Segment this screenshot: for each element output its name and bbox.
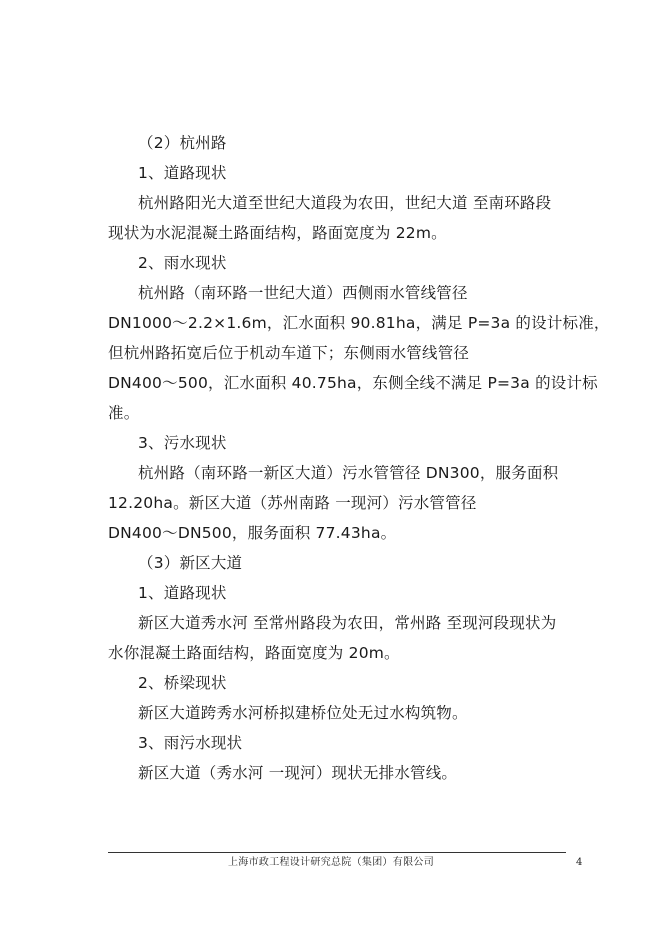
footer-company-name: 上海市政工程设计研究总院（集团）有限公司 [228, 857, 434, 868]
subheading-road-status: 1、道路现状 [138, 584, 227, 602]
paragraph-line: 新区大道秀水河 至常州路段为农田，常州路 至现河段现状为 [138, 614, 557, 632]
paragraph-line: DN400～500，汇水面积 40.75ha，东侧全线不满足 P=3a 的设计标 [108, 374, 598, 392]
subheading-rain-sewage-status: 3、雨污水现状 [138, 734, 243, 752]
paragraph-line: 现状为水泥混凝土路面结构，路面宽度为 22m。 [108, 224, 447, 242]
page-number: 4 [576, 857, 583, 868]
paragraph-line: 杭州路阳光大道至世纪大道段为农田，世纪大道 至南环路段 [138, 194, 552, 212]
section-heading-hangzhou-road: （2）杭州路 [138, 134, 227, 152]
section-heading-xinqu-avenue: （3）新区大道 [138, 554, 243, 572]
subheading-sewage-status: 3、污水现状 [138, 434, 227, 452]
paragraph-line: 新区大道跨秀水河桥拟建桥位处无过水构筑物。 [138, 704, 468, 722]
paragraph-line: 水你混凝土路面结构，路面宽度为 20m。 [108, 644, 400, 662]
paragraph-line: DN400～DN500，服务面积 77.43ha。 [108, 524, 397, 542]
paragraph-line: 准。 [108, 404, 140, 422]
footer-divider [108, 852, 566, 853]
subheading-road-status: 1、道路现状 [138, 164, 227, 182]
subheading-bridge-status: 2、桥梁现状 [138, 674, 227, 692]
paragraph-line: 12.20ha。新区大道（苏州南路 一现河）污水管管径 [108, 494, 477, 512]
paragraph-line: 杭州路（南环路一新区大道）污水管管径 DN300，服务面积 [138, 464, 559, 482]
paragraph-line: 但杭州路拓宽后位于机动车道下；东侧雨水管线管径 [108, 344, 470, 362]
paragraph-line: DN1000～2.2×1.6m，汇水面积 90.81ha，满足 P=3a 的设计标准， [108, 314, 610, 332]
subheading-rainwater-status: 2、雨水现状 [138, 254, 227, 272]
paragraph-line: 杭州路（南环路一世纪大道）西侧雨水管线管径 [138, 284, 468, 302]
paragraph-line: 新区大道（秀水河 一现河）现状无排水管线。 [138, 764, 458, 782]
